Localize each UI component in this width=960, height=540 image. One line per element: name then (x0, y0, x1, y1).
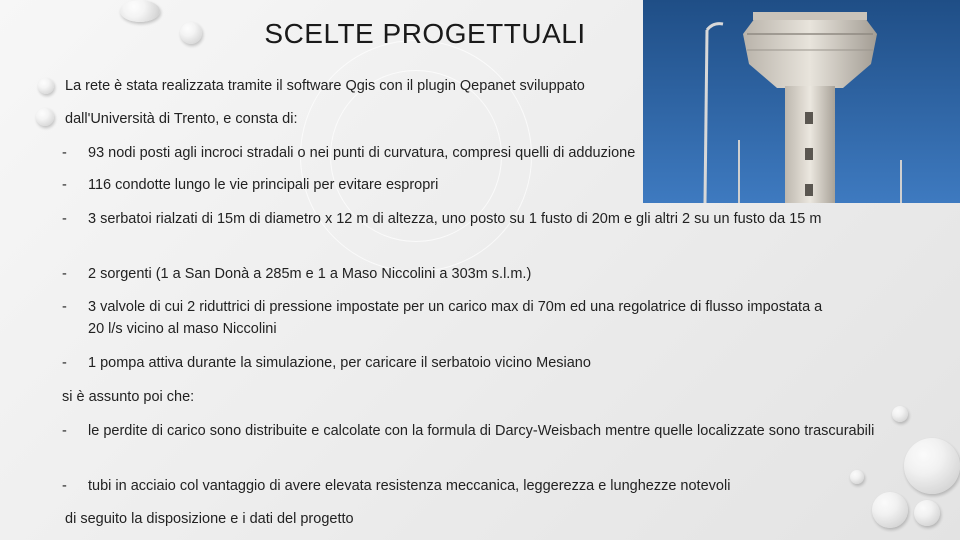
water-drop-decoration (914, 500, 940, 526)
water-drop-decoration (904, 438, 960, 494)
list-item: 1 pompa attiva durante la simulazione, per caricare il serbatoio vicino Mesiano (88, 355, 591, 371)
bullet-marker: - (62, 355, 67, 371)
slide-title: SCELTE PROGETTUALI (264, 18, 586, 49)
list-item: 3 valvole di cui 2 riduttrici di pressione impostate per un carico max di 70m ed una regolatrice di flusso impostata a 20 l/s vicino al maso Niccolini (88, 299, 823, 337)
bullet-marker: - (62, 423, 67, 439)
assumption-line: si è assunto poi che: (62, 389, 195, 405)
bullet-marker: - (62, 145, 67, 161)
water-drop-decoration (36, 108, 54, 126)
list-item: 93 nodi posti agli incroci stradali o nei punti di curvatura, compresi quelli di adduzione (88, 145, 636, 161)
bullet-marker: - (62, 177, 67, 193)
closing-line: di seguito la disposizione e i dati del progetto (65, 511, 354, 527)
list-item: tubi in acciaio col vantaggio di avere elevata resistenza meccanica, leggerezza e lunghezze notevoli (88, 478, 731, 494)
water-drop-decoration (38, 78, 54, 94)
water-drop-decoration (872, 492, 908, 528)
water-tower-photo (643, 0, 960, 203)
list-item: le perdite di carico sono distribuite e calcolate con la formula di Darcy-Weisbach mentre quelle localizzate sono trascurabili (88, 423, 875, 439)
water-drop-decoration (120, 0, 160, 22)
intro-line: La rete è stata realizzata tramite il software Qgis con il plugin Qepanet sviluppato (65, 78, 585, 94)
list-item: 116 condotte lungo le vie principali per evitare espropri (88, 177, 439, 193)
list-item: 3 serbatoi rialzati di 15m di diametro x 12 m di altezza, uno posto su 1 fusto di 20m e gli altri 2 su un fusto da 15 m (88, 211, 822, 227)
bullet-marker: - (62, 299, 67, 315)
bullet-marker: - (62, 211, 67, 227)
intro-line: dall'Università di Trento, e consta di: (65, 111, 298, 127)
bullet-marker: - (62, 266, 67, 282)
bullet-marker: - (62, 478, 67, 494)
water-drop-decoration (892, 406, 908, 422)
list-item: 2 sorgenti (1 a San Donà a 285m e 1 a Maso Niccolini a 303m s.l.m.) (88, 266, 532, 282)
water-drop-decoration (180, 22, 202, 44)
